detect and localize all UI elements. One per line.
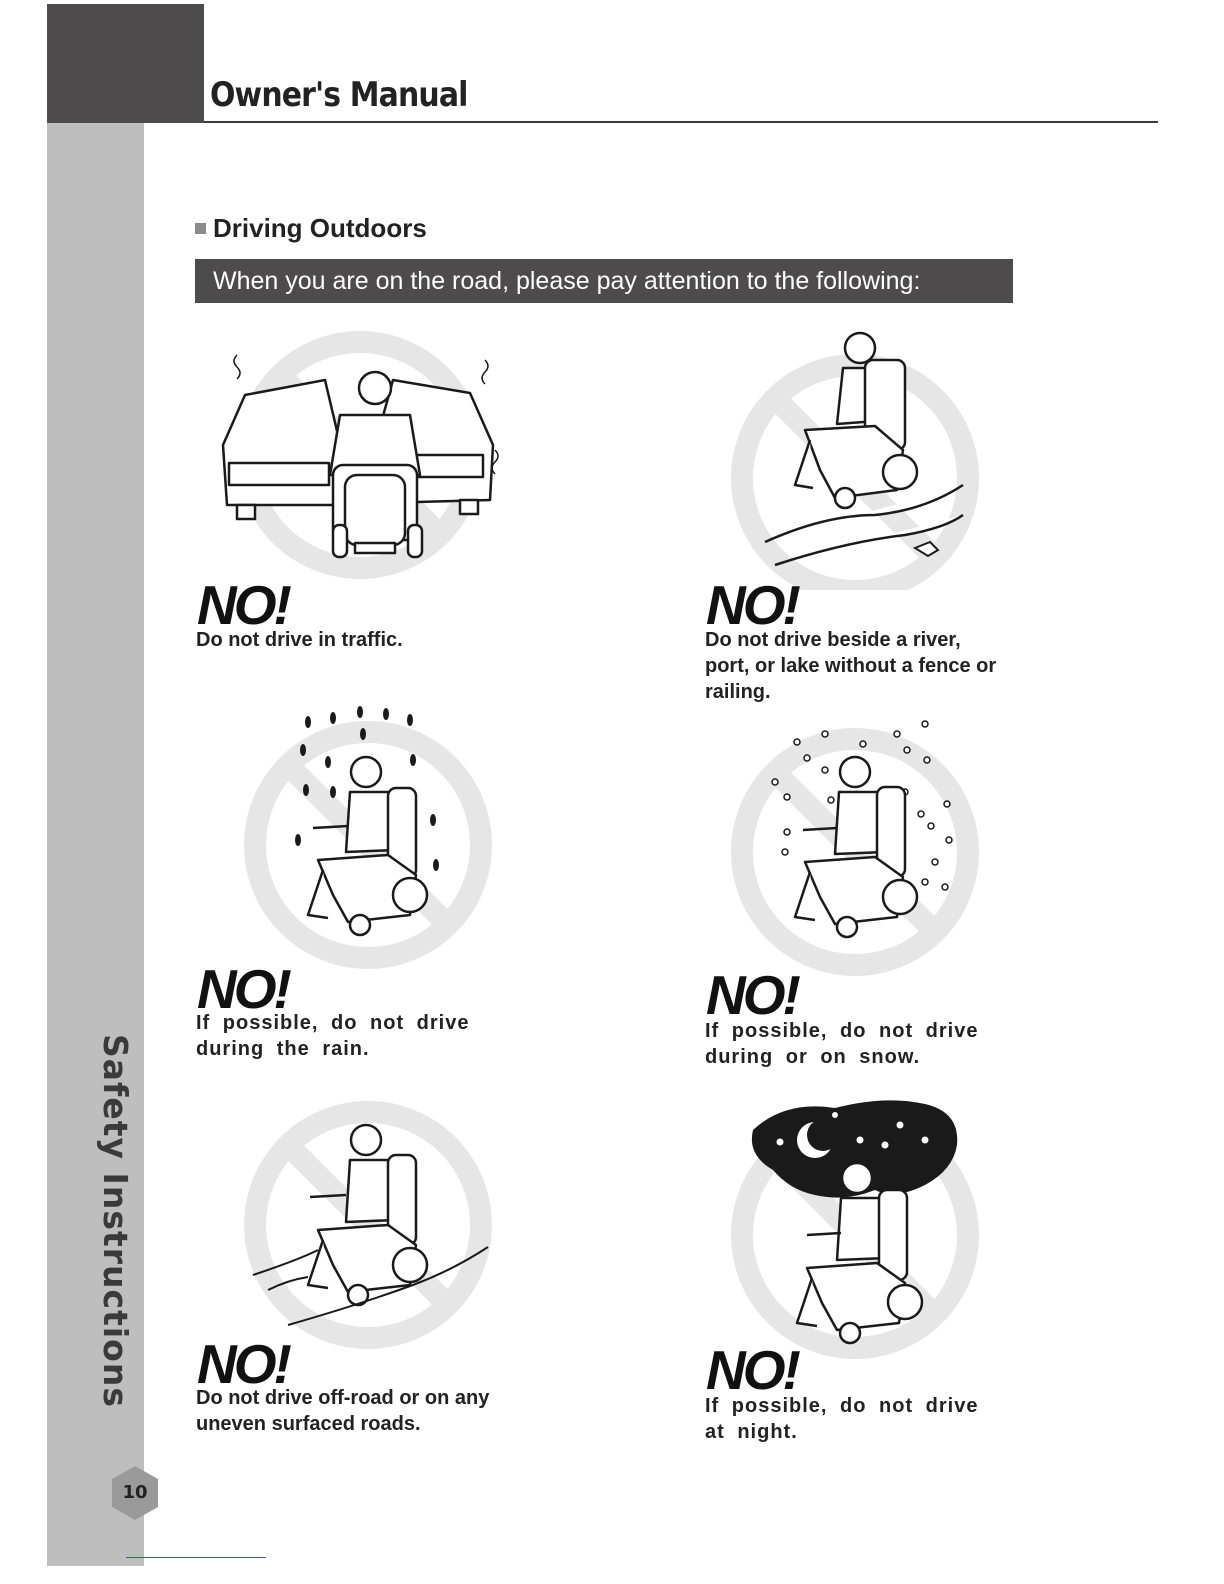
sidebar-label xyxy=(96,1034,135,1408)
page-number: 10 xyxy=(122,1482,148,1503)
rain-illustration xyxy=(238,700,498,975)
card-caption: Do not drive beside a river, port, or lake without a fence or railing. xyxy=(705,629,997,703)
card-caption: If possible, do not drive at night. xyxy=(705,1395,979,1443)
manual-title: Owner's Manual xyxy=(210,75,468,115)
square-bullet-icon xyxy=(195,223,206,234)
off-road-illustration xyxy=(238,1085,498,1355)
no-label: NO! xyxy=(706,1339,798,1401)
no-label: NO! xyxy=(197,958,289,1020)
no-label: NO! xyxy=(706,574,798,636)
snow-illustration xyxy=(725,712,985,982)
night-illustration xyxy=(725,1090,985,1370)
traffic-illustration xyxy=(215,325,515,595)
header-block xyxy=(47,4,204,123)
footer-link-underline xyxy=(126,1557,266,1558)
card-caption: If possible, do not drive during the rain. xyxy=(196,1012,470,1060)
card-caption: Do not drive off-road or on any uneven surfaced roads. xyxy=(196,1387,490,1435)
card-caption: Do not drive in traffic. xyxy=(196,629,403,651)
header-rule xyxy=(204,121,1158,123)
card-caption: If possible, do not drive during or on snow. xyxy=(705,1020,979,1068)
section-heading xyxy=(195,210,427,246)
no-label: NO! xyxy=(197,574,289,636)
no-label: NO! xyxy=(706,964,798,1026)
instruction-banner: When you are on the road, please pay attention to the following: xyxy=(195,259,1013,303)
page-number-badge xyxy=(110,1465,160,1521)
no-label: NO! xyxy=(197,1333,289,1395)
sidebar-label-text: Safety Instructions xyxy=(96,1034,135,1408)
river-illustration xyxy=(725,320,985,590)
section-heading-text: Driving Outdoors xyxy=(213,212,427,243)
